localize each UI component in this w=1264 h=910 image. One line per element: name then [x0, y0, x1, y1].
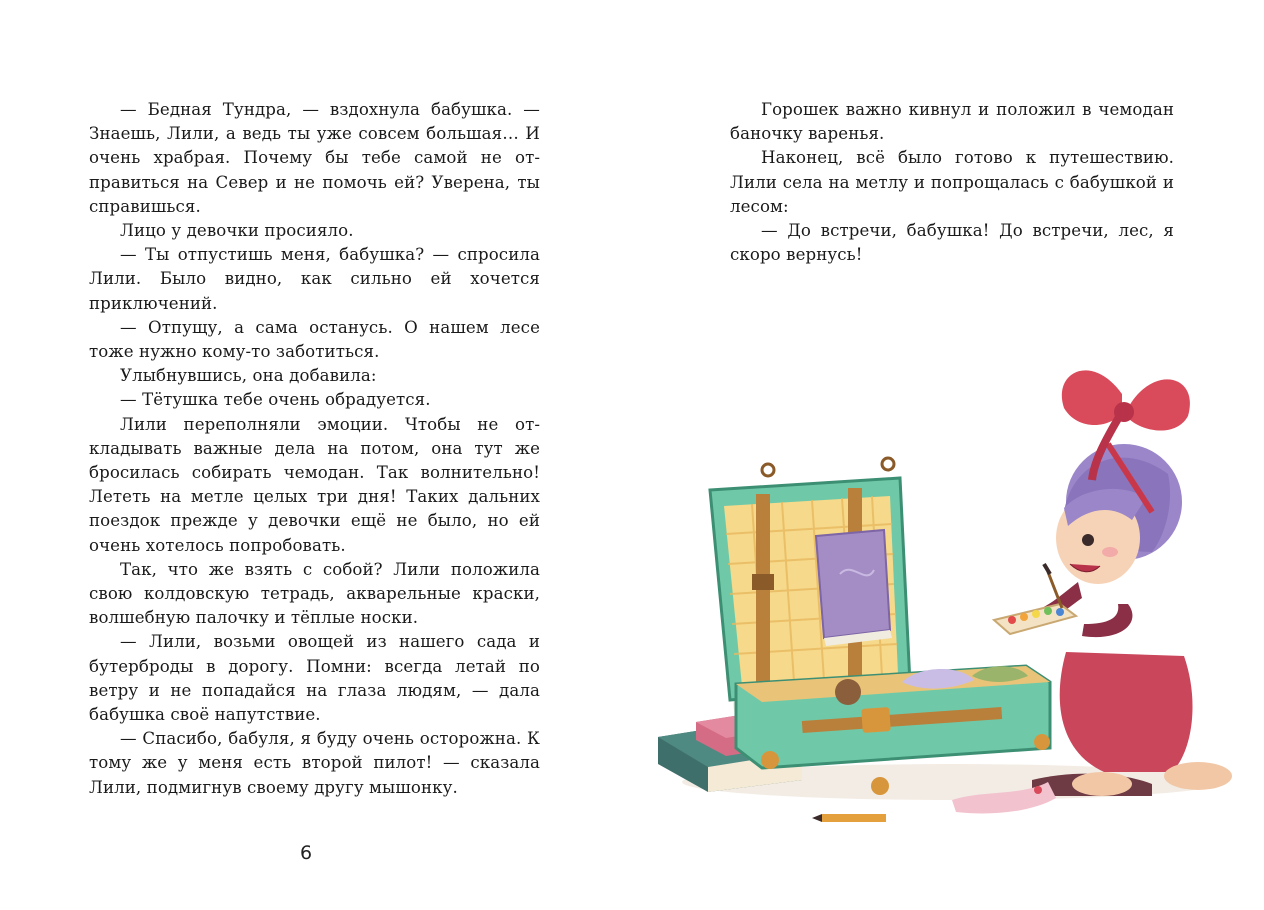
paragraph: — До встречи, бабушка! До встречи, лес, я скоро вернусь! — [730, 221, 1174, 265]
left-page-text — [89, 98, 540, 800]
paragraph: Так, что же взять с собой? Лили положила свою колдовскую тетрадь, акварельные краски, волшебную палочку и тёплые носки. — [89, 559, 540, 628]
paragraph: Горошек важно кивнул и положил в чемодан баночку варенья. — [730, 100, 1174, 144]
paragraph: — Ты отпустишь меня, бабушка? — спросила Лили. Было видно, как сильно ей хочется приключений. — [89, 245, 540, 313]
right-page — [632, 0, 1264, 910]
paragraph: — Бедная Тундра, — вздохнула бабушка. — Знаешь, Лили, а ведь ты уже совсем большая… И очень храбрая. Почему бы тебе самой не отправиться на Север и не помочь ей? Уверена, ты справишься. — [89, 100, 540, 216]
paragraph: Лили переполняли эмоции. Чтобы не откладывать важные дела на потом, она тут же бросилась собирать чемодан. Так волнительно! Лететь на метле целых три дня! Таких дальних поездок прежде у девочки ещё не было, но ей очень хотелось попробовать. — [89, 414, 540, 555]
paragraph: — Тётушка тебе очень обрадуется. — [120, 390, 431, 410]
notebook-icon — [816, 530, 892, 646]
paragraph: — Отпущу, а сама останусь. О нашем лесе тоже нужно кому-то заботиться. — [89, 317, 540, 362]
page-number: 6 — [300, 842, 313, 864]
paragraph: — Спасибо, бабуля, я буду очень осторожна. К тому же у меня есть второй пилот! — сказала Лили, подмигнув своему другу мышонку. — [89, 729, 540, 797]
right-page-text — [730, 98, 1174, 267]
paragraph: Лицо у девочки просияло. — [120, 221, 354, 241]
illustration-girl-packing-suitcase — [652, 312, 1252, 832]
paragraph: Наконец, всё было готово к путешествию. Лили села на метлу и попрощалась с бабушкой и лесом: — [730, 148, 1174, 216]
paragraph: Улыбнувшись, она добавила: — [120, 366, 377, 386]
pencil-icon — [812, 814, 886, 822]
paragraph: — Лили, возьми овощей из нашего сада и бутерброды в дорогу. Помни: всегда летай по ветру и не попадайся на глаза людям, — дала бабушка своё напутствие. — [89, 632, 540, 725]
